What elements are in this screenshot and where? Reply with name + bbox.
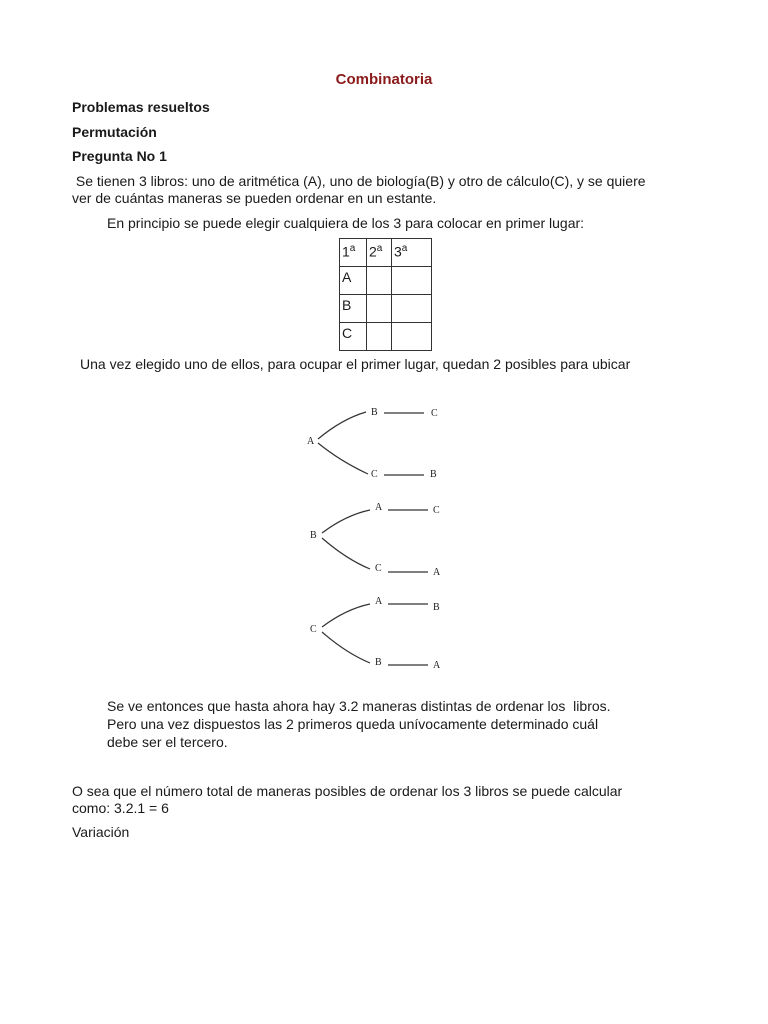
table-cell: [392, 267, 432, 295]
tree-branch-line: [318, 412, 366, 439]
tree-node-label: B: [375, 657, 382, 668]
once-chosen-text: Una vez elegido uno de ellos, para ocupar el primer lugar, quedan 2 posibles para ubicar: [80, 356, 631, 372]
permutation-tree-diagram: [300, 395, 470, 680]
table-cell: C: [340, 323, 367, 351]
intro-line-2: ver de cuántas maneras se pueden ordenar en un estante.: [72, 190, 437, 206]
tree-branch-line: [322, 538, 370, 569]
table-cell: A: [340, 267, 367, 295]
tree-root-label: C: [310, 624, 317, 635]
tree-node-label: C: [371, 469, 378, 480]
intro-line-1: Se tienen 3 libros: uno de aritmética (A), uno de biología(B) y otro de cálculo(C), y se quiere: [72, 173, 646, 189]
table-cell: [392, 323, 432, 351]
heading-question-1: Pregunta No 1: [72, 148, 167, 164]
tree-node-label: C: [375, 563, 382, 574]
position-table: [339, 238, 432, 351]
table-header-cell: 3$^a$: [392, 239, 432, 267]
tree-leaf-label: C: [431, 408, 438, 419]
heading-permutation: Permutación: [72, 124, 157, 140]
tree-node-label: B: [371, 407, 378, 418]
tree-node-label: A: [375, 502, 383, 513]
table-row: [340, 267, 432, 295]
table-header-cell: 2$^a$: [367, 239, 392, 267]
tree-group-a: [307, 407, 438, 480]
table-row: [340, 323, 432, 351]
tree-branch-line: [322, 604, 370, 627]
tree-root-label: B: [310, 530, 317, 541]
table-header-cell: 1$^a$: [340, 239, 367, 267]
tree-branch-line: [322, 510, 370, 533]
tree-leaf-label: C: [433, 505, 440, 516]
total-line-2: como: 3.2.1 = 6: [72, 800, 169, 816]
tree-root-label: A: [307, 436, 315, 447]
conclusion-line-1: Se ve entonces que hasta ahora hay 3.2 maneras distintas de ordenar los libros.: [107, 698, 611, 714]
heading-solved-problems: Problemas resueltos: [72, 99, 210, 115]
tree-branch-line: [322, 632, 370, 663]
tree-group-c: [310, 596, 441, 671]
total-line-1: O sea que el número total de maneras posibles de ordenar los 3 libros se puede calcular: [72, 783, 623, 799]
tree-group-b: [310, 502, 441, 578]
table-cell: B: [340, 295, 367, 323]
document-title: Combinatoria: [335, 71, 433, 88]
table-cell: [392, 295, 432, 323]
tree-node-label: A: [375, 596, 383, 607]
table-cell: [367, 267, 392, 295]
tree-leaf-label: B: [433, 602, 440, 613]
conclusion-line-3: debe ser el tercero.: [107, 734, 228, 750]
table-cell: [367, 323, 392, 351]
table-header-row: [340, 239, 432, 267]
tree-leaf-label: A: [433, 567, 441, 578]
table-row: [340, 295, 432, 323]
tree-leaf-label: B: [430, 469, 437, 480]
next-section-heading: Variación: [72, 824, 130, 840]
tree-leaf-label: A: [433, 660, 441, 671]
table-cell: [367, 295, 392, 323]
principle-text: En principio se puede elegir cualquiera de los 3 para colocar en primer lugar:: [107, 215, 585, 231]
tree-branch-line: [318, 443, 368, 474]
conclusion-line-2: Pero una vez dispuestos las 2 primeros queda unívocamente determinado cuál: [107, 716, 599, 732]
